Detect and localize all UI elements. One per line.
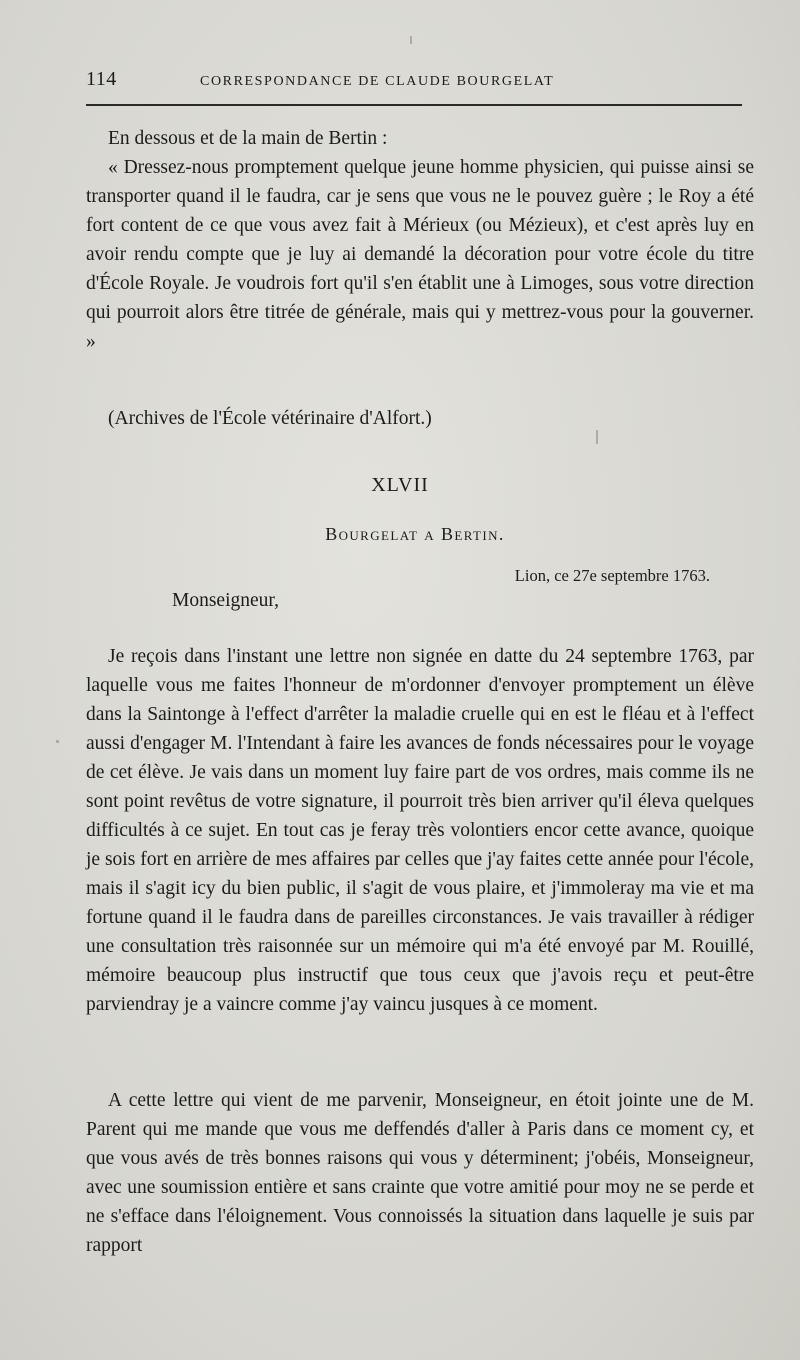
letter-dateline: Lion, ce 27e septembre 1763. <box>514 566 710 585</box>
letter-number: XLVII <box>371 474 429 496</box>
letter-heading: Bourgelat a Bertin. <box>325 524 505 544</box>
scan-speck <box>596 430 598 444</box>
letter-paragraph-1: Je reçois dans l'instant une lettre non signée en datte du 24 septembre 1763, par laquelle vous me faites l'honneur de m'ordonner d'envoyer promptement un élève dans la Saintonge à l'effect d'arrêter la maladie cruelle qui en est le fléau et à l'effect aussi d'engager M. l'Intendant à faire les avances de fonds nécessaires pour le voyage de cet élève. Je vais dans un moment luy faire part de vos ordres, mais comme ils ne sont point revêtus de votre signature, il pourroit très bien arriver qu'il éleva quelques difficultés à ce sujet. En tout cas je feray très volontiers encor cette avance, quoique je sois fort en arrière de mes affaires par celles que j'ay faites cette année pour l'école, mais il s'agit icy du bien public, il s'agit de vous plaire, et j'immoleray ma vie et ma fortune quand il le faudra dans de pareilles circonstances. Je vais travailler à rédiger une consultation très raisonnée sur un mémoire qui m'a été envoyé par M. Rouillé, mémoire beaucoup plus instructif que tous ceux que j'avois reçu et peut-être parviendray je a vaincre comme j'ay vaincu jusques à ce moment. <box>86 646 754 1015</box>
page-number: 114 <box>86 68 117 90</box>
bertin-quote: « Dressez-nous promptement quelque jeune homme physicien, qui puisse ainsi se transporter quand il le faudra, car je sens que vous ne le pouvez guère ; le Roy a été fort content de ce que vous avez fait à Mérieux (ou Mézieux), et c'est après luy en avoir rendu compte que je luy ai demandé la décoration pour votre école du titre d'École Royale. Je voudrois fort qu'il s'en établit une à Limoges, sous votre direction qui pourroit alors être titrée de générale, mais qui y mettrez-vous pour la gouverner. » <box>86 157 754 352</box>
letter-salutation: Monseigneur, <box>172 590 279 611</box>
archives-source: (Archives de l'École vétérinaire d'Alfort.) <box>108 408 432 429</box>
scan-speck <box>410 36 412 44</box>
letter-paragraph-2: A cette lettre qui vient de me parvenir, Monseigneur, en étoit jointe une de M. Parent qui me mande que vous me deffendés d'aller à Paris dans ce moment cy, et que vous avés de très bonnes raisons qui vous y déterminent; j'obéis, Monseigneur, avec une soumission entière et sans crainte que votre amitié pour moy ne se perde et ne s'efface dans l'éloignement. Vous connoissés la situation dans laquelle je suis par rapport <box>86 1090 754 1256</box>
intro-line: En dessous et de la main de Bertin : <box>108 128 388 149</box>
page-header <box>86 66 746 96</box>
running-title: CORRESPONDANCE DE CLAUDE BOURGELAT <box>200 74 555 89</box>
scan-speck <box>56 740 59 743</box>
header-rule <box>86 104 742 106</box>
